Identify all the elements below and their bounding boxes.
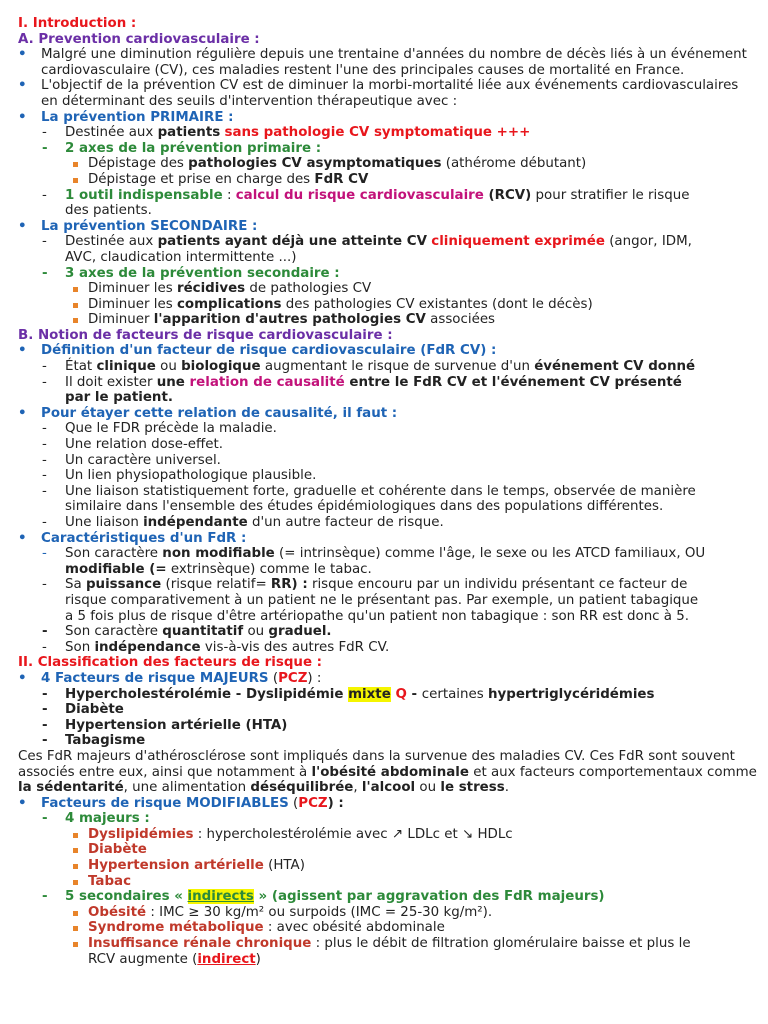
list-item: - Sa puissance (risque relatif= RR) : risque encouru par un individu présentant ce facteur de <box>42 577 688 593</box>
list-item-continuation: AVC, claudication intermittente ...) <box>65 249 297 265</box>
list-item-prevention-primaire: • La prévention PRIMAIRE : <box>18 109 234 125</box>
list-item: - Une liaison indépendante d'un autre facteur de risque. <box>42 515 444 530</box>
list-item: - 1 outil indispensable : calcul du risque cardiovasculaire (RCV) pour stratifier le risque <box>42 187 690 203</box>
bullet-icon: • <box>18 343 27 359</box>
square-bullet-icon <box>73 833 78 838</box>
list-item: - Hypercholestérolémie - Dyslipidémie mixte Q - certaines hypertriglycéridémies <box>42 686 655 702</box>
dash-icon: - <box>42 437 47 453</box>
list-item: - Hypertension artérielle (HTA) <box>42 717 288 733</box>
dash-icon: - <box>42 811 48 827</box>
list-item-continuation: par le patient. <box>65 390 173 406</box>
dash-icon: - <box>42 733 48 749</box>
bullet-icon: • <box>18 530 27 546</box>
list-item-continuation: risque comparativement à un patient ne le présentant pas. Par exemple, un patient tabagique <box>65 592 699 608</box>
list-item: - Il doit exister une relation de causalité entre le FdR CV et l'événement CV présenté <box>42 374 682 390</box>
dash-icon: - <box>42 624 48 640</box>
subsection-title-prevention: A. Prevention cardiovasculaire : <box>18 31 260 47</box>
list-item: - Destinée aux patients ayant déjà une atteinte CV cliniquement exprimée (angor, IDM, <box>42 234 692 250</box>
list-item: Diabète <box>18 842 758 858</box>
dash-icon: - <box>42 468 47 484</box>
list-item: Dépistage et prise en charge des FdR CV <box>18 172 758 188</box>
list-item-modifiables: • Facteurs de risque MODIFIABLES (PCZ) : <box>18 795 344 811</box>
list-item: • L'objectif de la prévention CV est de diminuer la morbi-mortalité liée aux événements cardiovasculaires en déterminant des seuils d'intervention thérapeutique avec : <box>18 78 739 109</box>
square-bullet-icon <box>73 942 78 947</box>
list-item-continuation: a 5 fois plus de risque d'être artériopathe qu'un patient non tabagique : son RR est donc à 5. <box>65 608 690 624</box>
list-item-continuation: des patients. <box>65 203 152 219</box>
list-item: - 4 majeurs : <box>42 811 150 827</box>
list-item: - Que le FDR précède la maladie. <box>42 421 277 437</box>
list-item-causalite: • Pour étayer cette relation de causalité, il faut : <box>18 405 398 421</box>
dash-icon: - <box>42 359 47 375</box>
square-bullet-icon <box>73 162 78 167</box>
dash-icon: - <box>42 889 48 905</box>
list-item: Insuffisance rénale chronique : plus le débit de filtration glomérulaire baisse et plus le <box>18 936 758 952</box>
dash-icon: - <box>42 452 47 468</box>
list-item: Obésité : IMC ≥ 30 kg/m² ou surpoids (IMC = 25-30 kg/m²). <box>18 905 758 921</box>
list-item: Diminuer les complications des pathologies CV existantes (dont le décès) <box>18 297 758 313</box>
list-item-caracteristiques: • Caractéristiques d'un FdR : <box>18 530 247 546</box>
list-item: - 2 axes de la prévention primaire : <box>42 140 322 156</box>
square-bullet-icon <box>73 880 78 885</box>
square-bullet-icon <box>73 287 78 292</box>
square-bullet-icon <box>73 318 78 323</box>
dash-icon: - <box>42 234 47 250</box>
dash-icon: - <box>42 187 47 203</box>
list-item: - Diabète <box>42 702 124 718</box>
highlight: indirects <box>187 889 254 905</box>
list-item: - Un caractère universel. <box>42 452 221 468</box>
dash-icon: - <box>42 702 48 718</box>
dash-icon: - <box>42 140 48 156</box>
section-title-classification: II. Classification des facteurs de risque : <box>18 655 323 671</box>
list-item-continuation: similaire dans l'ensemble des études épidémiologiques dans des populations différentes. <box>65 499 664 515</box>
list-item: - Son caractère quantitatif ou graduel. <box>42 624 332 640</box>
list-item-definition: • Définition d'un facteur de risque cardiovasculaire (FdR CV) : <box>18 343 497 359</box>
list-item: Dyslipidémies : hypercholestérolémie avec ↗ LDLc et ↘ HDLc <box>18 827 758 843</box>
dash-icon: - <box>42 483 47 499</box>
list-item-continuation: modifiable (= extrinsèque) comme le tabac. <box>65 561 372 577</box>
list-item: - Une relation dose-effet. <box>42 437 224 453</box>
square-bullet-icon <box>73 178 78 183</box>
list-item-majeurs: • 4 Facteurs de risque MAJEURS (PCZ) : <box>18 670 322 686</box>
square-bullet-icon <box>73 848 78 853</box>
list-item: - Une liaison statistiquement forte, graduelle et cohérente dans le temps, observée de manière <box>42 483 696 499</box>
list-item: • Malgré une diminution régulière depuis une trentaine d'années du nombre de décès liés à un événement cardiovasculaire (CV), ces maladies restent l'une des principales causes de mortalité en France. <box>18 47 747 78</box>
dash-icon: - <box>42 577 47 593</box>
highlight: mixte <box>348 686 391 702</box>
dash-icon: - <box>42 686 48 702</box>
square-bullet-icon <box>73 926 78 931</box>
list-item: - Son caractère non modifiable (= intrinsèque) comme l'âge, le sexe ou les ATCD familiaux, OU <box>42 546 706 562</box>
list-item: - Destinée aux patients sans pathologie CV symptomatique +++ <box>42 125 531 141</box>
list-item: Tabac <box>18 874 758 890</box>
list-item: Syndrome métabolique : avec obésité abdominale <box>18 920 758 936</box>
bullet-icon: • <box>18 47 27 63</box>
list-item: - Tabagisme <box>42 733 146 749</box>
dash-icon: - <box>42 639 47 655</box>
bullet-icon: • <box>18 670 27 686</box>
paragraph: Ces FdR majeurs d'athérosclérose sont impliqués dans la survenue des maladies CV. Ces FdR sont souvent associés entre eux, ainsi que notamment à l'obésité abdominale et aux facteurs comportementaux comme la sédentarité, une alimentation déséquilibrée, l'alcool ou le stress. <box>18 748 757 796</box>
list-item: Diminuer les récidives de pathologies CV <box>18 281 758 297</box>
dash-icon: - <box>42 546 47 562</box>
dash-icon: - <box>42 125 47 141</box>
list-item: - Un lien physiopathologique plausible. <box>42 468 317 484</box>
dash-icon: - <box>42 717 48 733</box>
bullet-icon: • <box>18 78 27 94</box>
list-item: Diminuer l'apparition d'autres pathologies CV associées <box>18 312 758 328</box>
list-item-continuation: RCV augmente (indirect) <box>88 951 261 967</box>
square-bullet-icon <box>73 303 78 308</box>
dash-icon: - <box>42 374 47 390</box>
list-item: - État clinique ou biologique augmentant le risque de survenue d'un événement CV donné <box>42 359 696 375</box>
square-bullet-icon <box>73 864 78 869</box>
list-item: - 5 secondaires « indirects » (agissent par aggravation des FdR majeurs) <box>42 889 605 905</box>
subsection-title-facteurs: B. Notion de facteurs de risque cardiovasculaire : <box>18 327 393 343</box>
list-item: - Son indépendance vis-à-vis des autres FdR CV. <box>42 639 390 655</box>
list-item: Hypertension artérielle (HTA) <box>18 858 758 874</box>
dash-icon: - <box>42 265 48 281</box>
document-page <box>18 16 758 967</box>
dash-icon: - <box>42 421 47 437</box>
dash-icon: - <box>42 515 47 530</box>
bullet-icon: • <box>18 218 27 234</box>
square-bullet-icon <box>73 911 78 916</box>
list-item: - 3 axes de la prévention secondaire : <box>42 265 340 281</box>
bullet-icon: • <box>18 109 27 125</box>
list-item-prevention-secondaire: • La prévention SECONDAIRE : <box>18 218 258 234</box>
bullet-icon: • <box>18 795 27 811</box>
bullet-icon: • <box>18 405 27 421</box>
section-title-introduction: I. Introduction : <box>18 16 137 31</box>
list-item: Dépistage des pathologies CV asymptomatiques (athérome débutant) <box>18 156 758 172</box>
